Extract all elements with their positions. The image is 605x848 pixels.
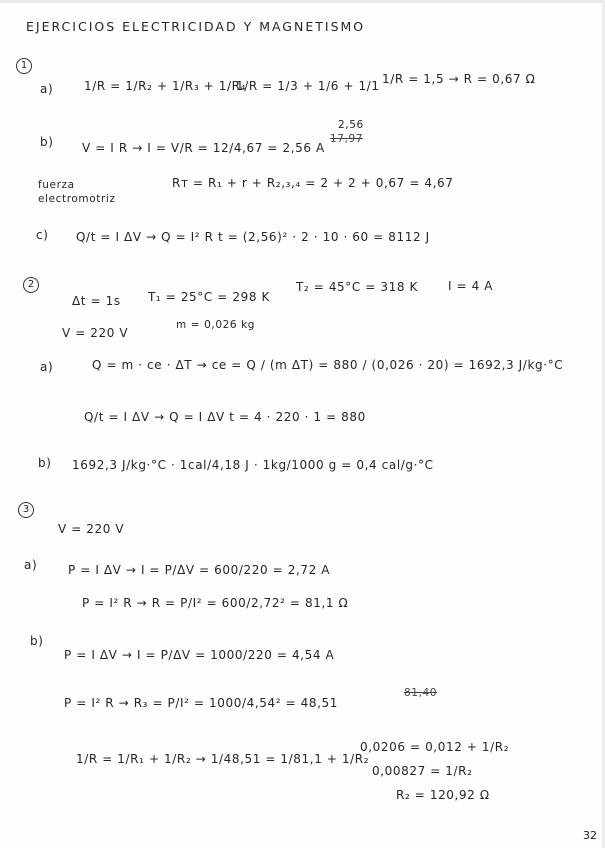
ex1-c-label: c) xyxy=(36,228,49,242)
ex1-a-label: a) xyxy=(40,82,54,96)
ex2-given-t2: T₂ = 45°C = 318 K xyxy=(296,280,418,294)
ex2-given-m: m = 0,026 kg xyxy=(176,319,256,331)
exercise-3-number: 3 xyxy=(18,502,34,518)
ex1-b-line2: Rᴛ = R₁ + r + R₂,₃,₄ = 2 + 2 + 0,67 = 4,67 xyxy=(172,176,454,190)
ex1-c-line: Q/t = I ΔV → Q = I² R t = (2,56)² · 2 · 10 · 60 = 8112 J xyxy=(76,230,430,244)
ex3-b-result: R₂ = 120,92 Ω xyxy=(396,788,490,802)
ex3-b-side1: 0,0206 = 0,012 + 1/R₂ xyxy=(360,740,510,754)
ex2-a-line1: Q = m · ce · ΔT → ce = Q / (m ΔT) = 880 / (0,026 · 20) = 1692,3 J/kg·°C xyxy=(92,358,564,372)
ex2-b-line: 1692,3 J/kg·°C · 1cal/4,18 J · 1kg/1000 g = 0,4 cal/g·°C xyxy=(72,458,434,472)
page-number: 32 xyxy=(583,829,597,842)
exercise-2-number: 2 xyxy=(23,277,39,293)
ex1-b-note: fuerza electromotriz xyxy=(38,179,116,205)
page-title: EJERCICIOS ELECTRICIDAD Y MAGNETISMO xyxy=(26,19,366,34)
ex1-a-eq1: 1/R = 1/R₂ + 1/R₃ + 1/R₄ xyxy=(84,79,246,93)
ex2-given-v: V = 220 V xyxy=(62,326,129,340)
ex1-a-eq3: 1/R = 1,5 → R = 0,67 Ω xyxy=(382,72,536,86)
ex1-b-line1: V = I R → I = V/R = 12/4,67 = 2,56 A xyxy=(82,141,325,155)
ex3-b-crossed-value: 81,40 xyxy=(404,687,438,699)
ex3-b-line3: 1/R = 1/R₁ + 1/R₂ → 1/48,51 = 1/81,1 + 1/R₂ xyxy=(76,752,370,766)
ex2-a-line2: Q/t = I ΔV → Q = I ΔV t = 4 · 220 · 1 = 880 xyxy=(84,410,366,424)
ex2-given-t1: T₁ = 25°C = 298 K xyxy=(148,290,270,304)
ex3-b-line1: P = I ΔV → I = P/ΔV = 1000/220 = 4,54 A xyxy=(64,648,335,662)
ex2-given-dt: Δt = 1s xyxy=(72,294,121,308)
ex3-given-v: V = 220 V xyxy=(58,522,125,536)
ex3-a-label: a) xyxy=(24,558,38,572)
ex3-b-label: b) xyxy=(30,634,44,648)
ex3-a-line2: P = I² R → R = P/I² = 600/2,72² = 81,1 Ω xyxy=(82,596,349,610)
ex3-b-side2: 0,00827 = 1/R₂ xyxy=(372,764,473,778)
ex2-a-label: a) xyxy=(40,360,54,374)
ex3-a-line1: P = I ΔV → I = P/ΔV = 600/220 = 2,72 A xyxy=(68,563,331,577)
ex3-b-line2: P = I² R → R₃ = P/I² = 1000/4,54² = 48,51 xyxy=(64,696,338,710)
ex1-a-eq2: 1/R = 1/3 + 1/6 + 1/1 xyxy=(236,79,380,93)
ex1-b-correction: 2,56 xyxy=(338,119,364,131)
ex2-given-i: I = 4 A xyxy=(448,279,494,293)
ex1-b-label: b) xyxy=(40,135,54,149)
ex2-b-label: b) xyxy=(38,456,52,470)
page-edge-top xyxy=(0,0,605,3)
ex1-b-crossed-value: 17,97 xyxy=(330,133,364,145)
exercise-1-number: 1 xyxy=(16,58,32,74)
